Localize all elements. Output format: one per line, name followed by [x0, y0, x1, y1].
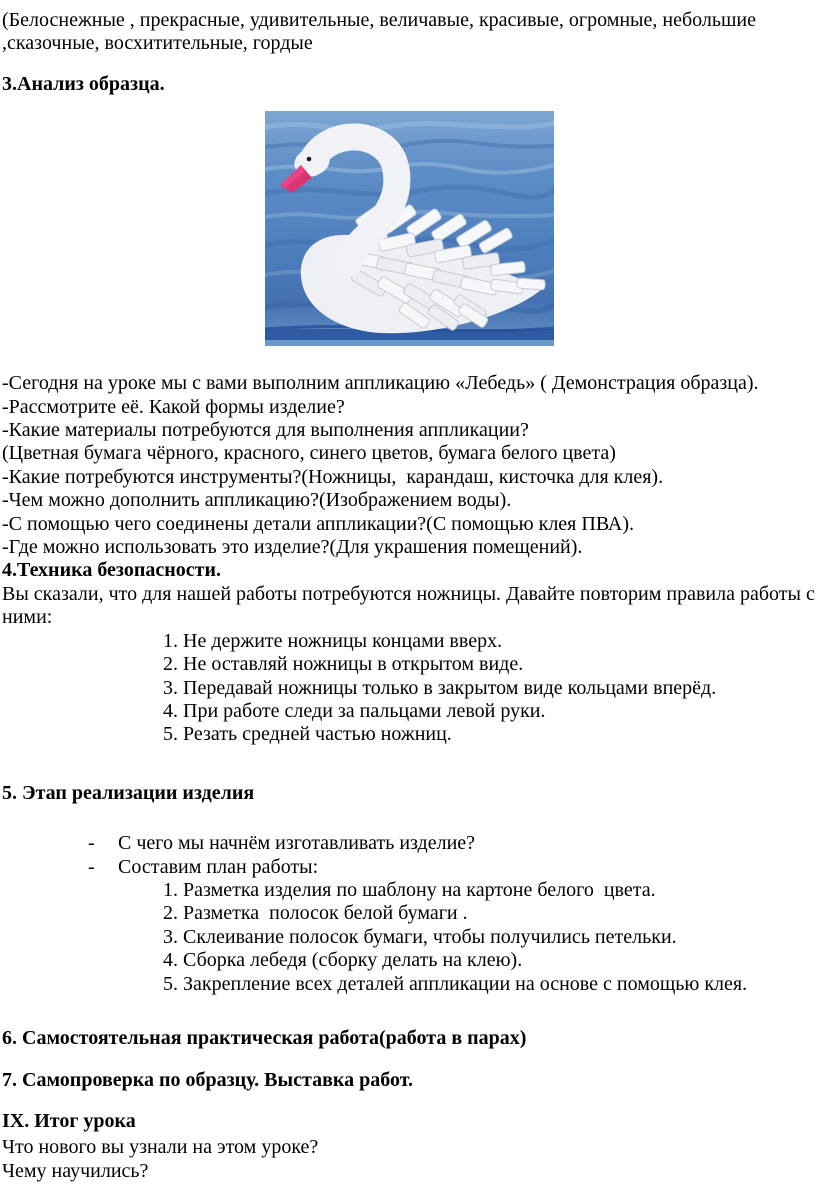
- section-3-heading: 3.Анализ образца.: [2, 72, 165, 95]
- water-band-light: [265, 340, 554, 346]
- dialog-line: -Какие материалы потребуются для выполнения аппликации?: [2, 419, 529, 442]
- safety-intro-line-2: ними:: [2, 606, 53, 629]
- section-6-heading: 6. Самостоятельная практическая работа(работа в парах): [2, 1026, 527, 1049]
- section-5-heading: 5. Этап реализации изделия: [2, 781, 255, 804]
- safety-rule-item: 2. Не оставляй ножницы в открытом виде.: [183, 653, 748, 676]
- dialog-line: -Чем можно дополнить аппликацию?(Изображением воды).: [2, 489, 512, 512]
- safety-rule-item: 1. Не держите ножницы концами вверх.: [183, 630, 748, 653]
- safety-rule-item: 4. При работе следи за пальцами левой руки.: [183, 700, 748, 723]
- intro-line-2: ,сказочные, восхитительные, гордые: [2, 32, 313, 55]
- swan-applique-drawing: [265, 111, 554, 346]
- work-plan-item: 4. Сборка лебедя (сборку делать на клею).: [183, 949, 748, 972]
- dialog-block: [2, 372, 815, 629]
- safety-rule-item: 5. Резать средней частью ножниц.: [183, 723, 748, 746]
- stage-question-item: - Составим план работы:: [118, 856, 748, 879]
- work-plan-item: 3. Склеивание полосок бумаги, чтобы получились петельки.: [183, 926, 748, 949]
- summary-question: Что нового вы узнали на этом уроке?: [2, 1136, 319, 1159]
- swan-applique-image: [265, 111, 554, 346]
- work-plan-item: 5. Закрепление всех деталей аппликации на основе с помощью клея.: [183, 973, 748, 996]
- safety-rules-list: [2, 630, 748, 747]
- section-9-heading: IX. Итог урока: [2, 1109, 136, 1132]
- dialog-line: -Какие потребуются инструменты?(Ножницы, карандаш, кисточка для клея).: [2, 465, 664, 488]
- section-7-heading: 7. Самопроверка по образцу. Выставка работ.: [2, 1069, 414, 1092]
- stage-question-item: - С чего мы начнём изготавливать изделие?: [118, 832, 748, 855]
- work-plan-list: [2, 879, 748, 996]
- summary-questions: [2, 1136, 748, 1183]
- safety-rule-item: 3. Передавай ножницы только в закрытом виде кольцами вперёд.: [183, 677, 748, 700]
- work-plan-item: 2. Разметка полосок белой бумаги .: [183, 902, 748, 925]
- dialog-line: -С помощью чего соединены детали аппликации?(С помощью клея ПВА).: [2, 512, 635, 535]
- safety-intro-line-1: Вы сказали, что для нашей работы потребуются ножницы. Давайте повторим правила работы с: [2, 582, 815, 605]
- summary-question: Чему научились?: [2, 1159, 149, 1182]
- intro-paragraph: [2, 9, 756, 56]
- stage-questions-list: [2, 832, 748, 879]
- dialog-line: -Где можно использовать это изделие?(Для украшения помещений).: [2, 536, 583, 559]
- swan-eye: [307, 157, 312, 162]
- section-4-heading: 4.Техника безопасности.: [2, 559, 222, 582]
- dialog-line: -Рассмотрите её. Какой формы изделие?: [2, 395, 345, 418]
- dialog-line: (Цветная бумага чёрного, красного, синего цветов, бумага белого цвета): [2, 442, 616, 465]
- intro-line-1: (Белоснежные , прекрасные, удивительные, величавые, красивые, огромные, небольшие: [2, 9, 756, 31]
- work-plan-item: 1. Разметка изделия по шаблону на картоне белого цвета.: [183, 879, 748, 902]
- dialog-line: -Сегодня на уроке мы с вами выполним аппликацию «Лебедь» ( Демонстрация образца).: [2, 372, 759, 395]
